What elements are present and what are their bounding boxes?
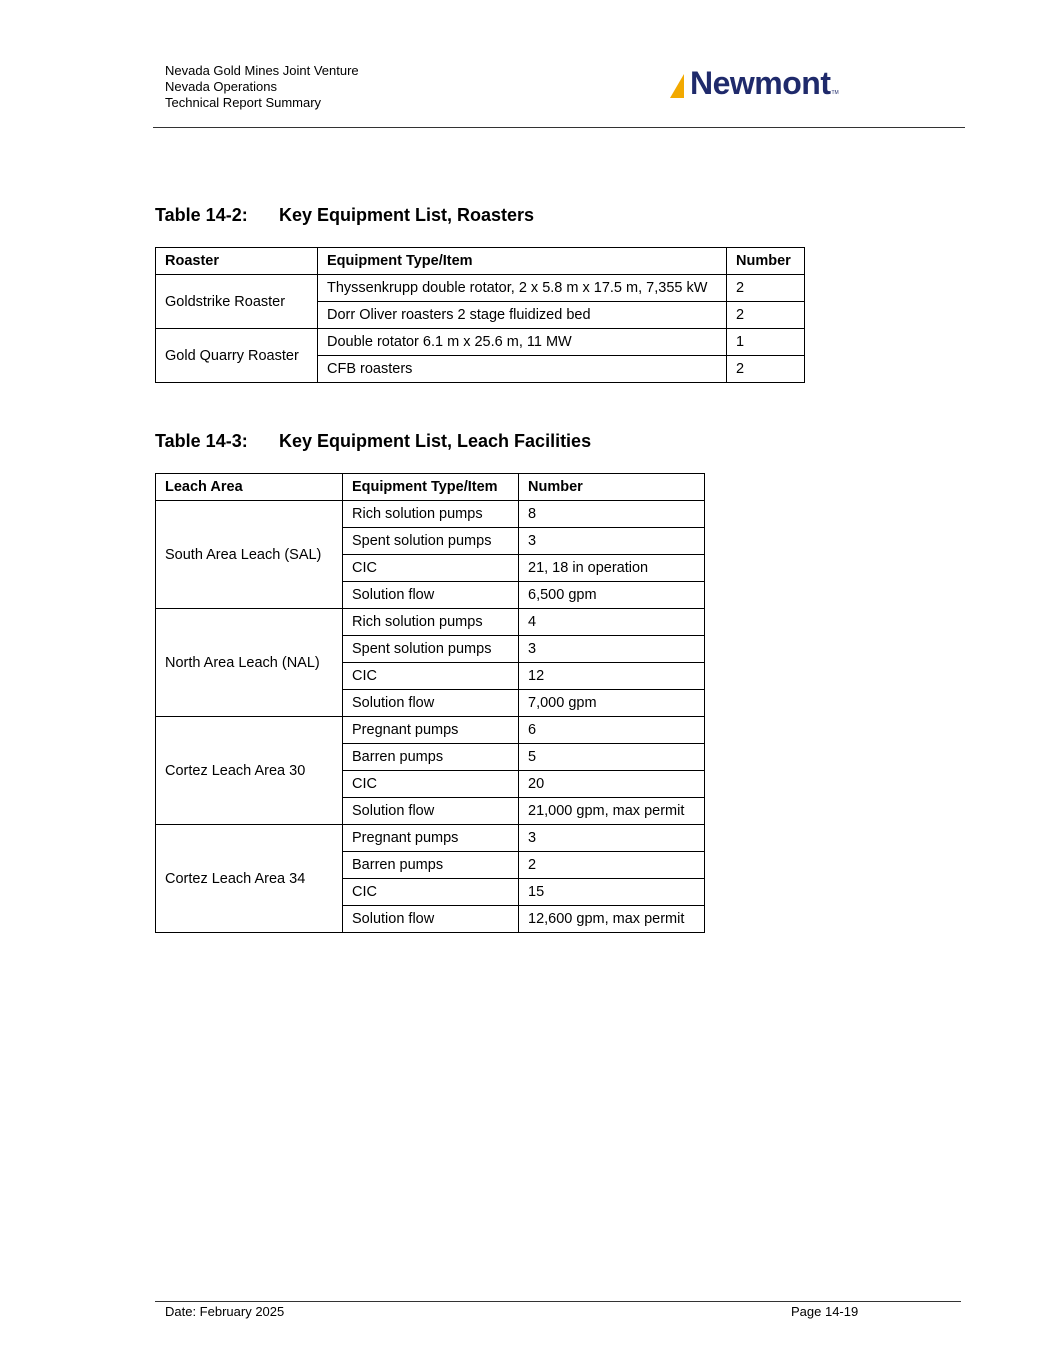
equipment-number: 2: [727, 356, 805, 383]
equipment-item: Solution flow: [343, 690, 519, 717]
equipment-item: CIC: [343, 771, 519, 798]
equipment-item: Double rotator 6.1 m x 25.6 m, 11 MW: [318, 329, 727, 356]
logo-wordmark: [690, 65, 839, 102]
equipment-item: CFB roasters: [318, 356, 727, 383]
caption-number: Table 14-2:: [155, 205, 248, 225]
header-divider: [153, 127, 965, 128]
equipment-number: 15: [519, 879, 705, 906]
caption-title: Key Equipment List, Leach Facilities: [279, 431, 592, 451]
group-name: Goldstrike Roaster: [156, 275, 318, 329]
table-header-row: [156, 248, 805, 275]
logo-wordmark-text: Newmont: [690, 65, 831, 101]
table-row: [156, 717, 705, 744]
group-name: North Area Leach (NAL): [156, 609, 343, 717]
footer-date: Date: February 2025: [165, 1304, 285, 1319]
equipment-number: 3: [519, 636, 705, 663]
equipment-number: 4: [519, 609, 705, 636]
table-row: [156, 275, 805, 302]
equipment-item: Thyssenkrupp double rotator, 2 x 5.8 m x 17.5 m, 7,355 kW: [318, 275, 727, 302]
logo-trademark: TM: [831, 90, 839, 96]
equipment-number: 3: [519, 825, 705, 852]
table-14-2-caption: [155, 205, 534, 226]
column-header: Number: [519, 474, 705, 501]
equipment-item: Solution flow: [343, 906, 519, 933]
column-header: Leach Area: [156, 474, 343, 501]
column-header: Number: [727, 248, 805, 275]
roasters-table: [155, 247, 805, 383]
column-header: Roaster: [156, 248, 318, 275]
equipment-item: Solution flow: [343, 798, 519, 825]
header-company: Nevada Gold Mines Joint Venture: [165, 63, 359, 78]
equipment-number: 6,500 gpm: [519, 582, 705, 609]
table-row: [156, 825, 705, 852]
header-report-title: Technical Report Summary: [165, 95, 322, 110]
header-operations: Nevada Operations: [165, 79, 278, 94]
caption-title: Key Equipment List, Roasters: [279, 205, 535, 225]
table-header-row: [156, 474, 705, 501]
equipment-number: 7,000 gpm: [519, 690, 705, 717]
equipment-number: 12,600 gpm, max permit: [519, 906, 705, 933]
equipment-item: CIC: [343, 555, 519, 582]
column-header: Equipment Type/Item: [343, 474, 519, 501]
equipment-number: 2: [727, 275, 805, 302]
equipment-item: Pregnant pumps: [343, 825, 519, 852]
footer-page-number: Page 14-19: [791, 1304, 859, 1319]
caption-number: Table 14-3:: [155, 431, 248, 451]
equipment-item: Solution flow: [343, 582, 519, 609]
equipment-item: Pregnant pumps: [343, 717, 519, 744]
equipment-item: Rich solution pumps: [343, 501, 519, 528]
document-header: [165, 63, 359, 111]
leach-facilities-table: [155, 473, 705, 933]
equipment-item: CIC: [343, 879, 519, 906]
equipment-number: 2: [519, 852, 705, 879]
equipment-number: 8: [519, 501, 705, 528]
equipment-number: 5: [519, 744, 705, 771]
equipment-number: 6: [519, 717, 705, 744]
equipment-item: Barren pumps: [343, 852, 519, 879]
group-name: Gold Quarry Roaster: [156, 329, 318, 383]
equipment-number: 21,000 gpm, max permit: [519, 798, 705, 825]
equipment-item: Spent solution pumps: [343, 528, 519, 555]
equipment-number: 2: [727, 302, 805, 329]
column-header: Equipment Type/Item: [318, 248, 727, 275]
equipment-item: CIC: [343, 663, 519, 690]
table-row: [156, 501, 705, 528]
table-row: [156, 329, 805, 356]
equipment-item: Dorr Oliver roasters 2 stage fluidized bed: [318, 302, 727, 329]
equipment-number: 3: [519, 528, 705, 555]
equipment-item: Spent solution pumps: [343, 636, 519, 663]
table-14-3-caption: [155, 431, 591, 452]
equipment-item: Barren pumps: [343, 744, 519, 771]
equipment-number: 21, 18 in operation: [519, 555, 705, 582]
group-name: Cortez Leach Area 34: [156, 825, 343, 933]
equipment-number: 12: [519, 663, 705, 690]
footer-divider: [155, 1301, 961, 1302]
group-name: Cortez Leach Area 30: [156, 717, 343, 825]
equipment-number: 1: [727, 329, 805, 356]
group-name: South Area Leach (SAL): [156, 501, 343, 609]
table-row: [156, 609, 705, 636]
equipment-item: Rich solution pumps: [343, 609, 519, 636]
equipment-number: 20: [519, 771, 705, 798]
